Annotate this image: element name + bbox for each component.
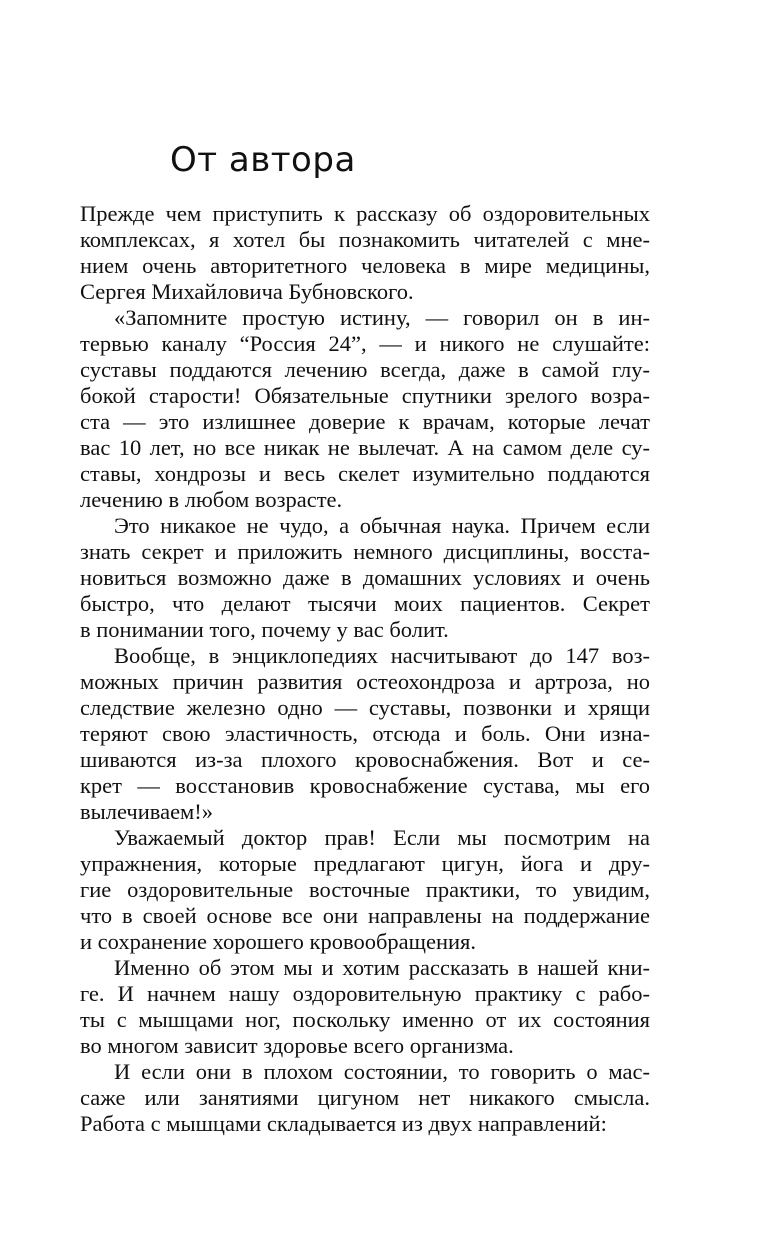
body-text xyxy=(80,201,650,1137)
text-line: Прежде чем приступить к рассказу об оздоровительных xyxy=(80,201,650,226)
text-line: тервью каналу “Россия 24”, — и никого не слушайте: xyxy=(80,331,650,356)
text-line: Это никакое не чудо, а обычная наука. Причем если xyxy=(114,513,650,538)
text-line: что в своей основе все они направлены на поддержание xyxy=(80,903,650,928)
text-line: суставы поддаются лечению всегда, даже в самой глу- xyxy=(80,357,650,382)
text-line: следствие железно одно — суставы, позвонки и хрящи xyxy=(80,695,650,720)
text-line: вас 10 лет, но все никак не вылечат. А на самом деле су- xyxy=(80,435,650,460)
text-line: во многом зависит здоровье всего организма. xyxy=(80,1033,514,1058)
text-line: теряют свою эластичность, отсюда и боль. Они изна- xyxy=(80,721,650,746)
paragraph xyxy=(80,513,650,643)
text-line: и сохранение хорошего кровообращения. xyxy=(80,929,477,954)
chapter-title: От автора xyxy=(170,140,356,180)
paragraph xyxy=(80,201,650,305)
text-line: шиваются из-за плохого кровоснабжения. Вот и се- xyxy=(80,747,650,772)
text-line: быстро, что делают тысячи моих пациентов. Секрет xyxy=(80,591,650,616)
text-line: новиться возможно даже в домашних условиях и очень xyxy=(80,565,650,590)
text-line: нием очень авторитетного человека в мире медицины, xyxy=(80,253,650,278)
text-line: Уважаемый доктор прав! Если мы посмотрим на xyxy=(114,825,650,850)
text-line: ты с мышцами ног, поскольку именно от их состояния xyxy=(80,1007,650,1032)
text-line: Именно об этом мы и хотим рассказать в нашей кни- xyxy=(114,955,650,980)
paragraph xyxy=(80,825,650,955)
paragraph xyxy=(80,1059,650,1137)
text-line: И если они в плохом состоянии, то говорить о мас- xyxy=(114,1059,650,1084)
paragraph xyxy=(80,305,650,513)
text-line: комплексах, я хотел бы познакомить читателей с мне- xyxy=(80,227,650,252)
text-line: ста — это излишнее доверие к врачам, которые лечат xyxy=(80,409,650,434)
text-line: Сергея Михайловича Бубновского. xyxy=(80,279,414,304)
text-line: бокой старости! Обязательные спутники зрелого возра- xyxy=(80,383,650,408)
text-line: «Запомните простую истину, — говорил он в ин- xyxy=(114,305,650,330)
text-line: гие оздоровительные восточные практики, то увидим, xyxy=(80,877,650,902)
paragraph xyxy=(80,955,650,1059)
text-line: ставы, хондрозы и весь скелет изумительно поддаются xyxy=(80,461,650,486)
text-line: Работа с мышцами складывается из двух направлений: xyxy=(80,1111,607,1136)
text-line: крет — восстановив кровоснабжение сустава, мы его xyxy=(80,773,650,798)
text-line: ге. И начнем нашу оздоровительную практику с рабо- xyxy=(80,981,650,1006)
text-line: упражнения, которые предлагают цигун, йога и дру- xyxy=(80,851,650,876)
text-line: можных причин развития остеохондроза и артроза, но xyxy=(80,669,650,694)
text-line: лечению в любом возрасте. xyxy=(80,487,343,512)
text-line: вылечиваем!» xyxy=(80,799,214,824)
paragraph xyxy=(80,643,650,825)
text-line: в понимании того, почему у вас болит. xyxy=(80,617,449,642)
text-line: знать секрет и приложить немного дисциплины, восста- xyxy=(80,539,650,564)
text-line: Вообще, в энциклопедиях насчитывают до 147 воз- xyxy=(114,643,650,668)
text-line: саже или занятиями цигуном нет никакого смысла. xyxy=(80,1085,650,1110)
